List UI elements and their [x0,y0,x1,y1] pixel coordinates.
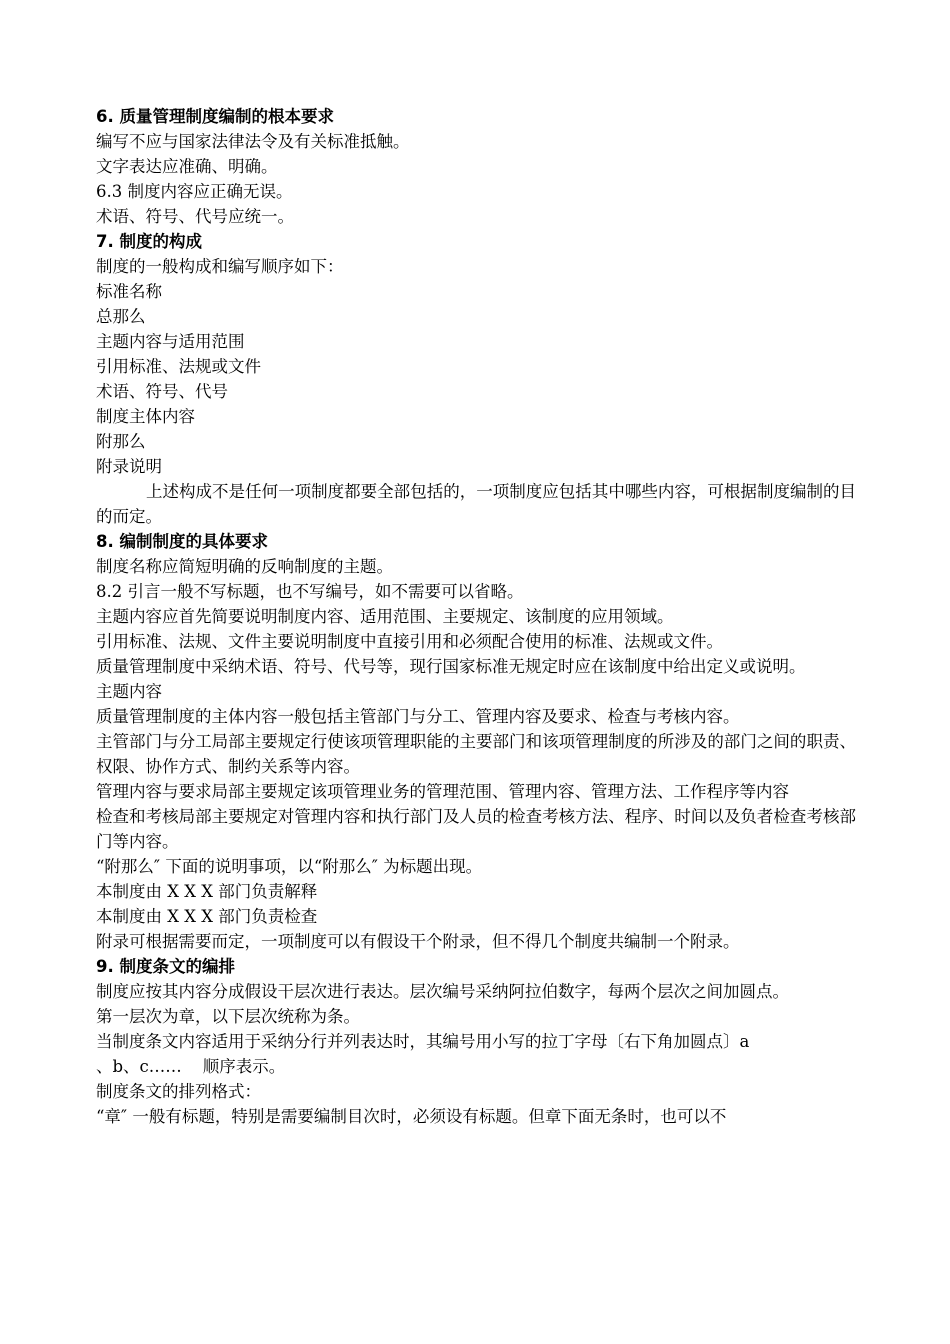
paragraph: 文字表达应准确、明确。 [96,157,278,176]
list-item: 总那么 [96,307,146,326]
paragraph: 本制度由 X X X 部门负责解释 [96,882,318,901]
paragraph: 引用标准、法规、文件主要说明制度中直接引用和必须配合使用的标准、法规或文件。 [96,632,723,651]
paragraph: 质量管理制度中采纳术语、符号、代号等，现行国家标准无规定时应在该制度中给出定义或说明。 [96,657,806,676]
paragraph: 术语、符号、代号应统一。 [96,207,294,226]
paragraph: 6.3 制度内容应正确无误。 [96,182,293,201]
paragraph: 编写不应与国家法律法令及有关标准抵触。 [96,132,410,151]
paragraph: 管理内容与要求局部主要规定该项管理业务的管理范围、管理内容、管理方法、工作程序等内容 [96,782,789,801]
paragraph: 制度应按其内容分成假设干层次进行表达。层次编号采纳阿拉伯数字，每两个层次之间加圆点。 [96,982,789,1001]
document-page [96,104,856,1129]
list-item: 附那么 [96,432,146,451]
indented-paragraph: 上述构成不是任何一项制度都要全部包括的，一项制度应包括其中哪些内容，可根据制度编制的目的而定。 [96,482,856,526]
paragraph: 制度的一般构成和编写顺序如下： [96,257,344,276]
section-heading: 7. 制度的构成 [96,232,202,251]
paragraph: 检查和考核局部主要规定对管理内容和执行部门及人员的检查考核方法、程序、时间以及负者检查考核部门等内容。 [96,807,856,851]
paragraph: 质量管理制度的主体内容一般包括主管部门与分工、管理内容及要求、检查与考核内容。 [96,707,740,726]
paragraph: 主管部门与分工局部主要规定行使该项管理职能的主要部门和该项管理制度的所涉及的部门之间的职责、权限、协作方式、制约关系等内容。 [96,732,856,776]
paragraph: “附那么″ 下面的说明事项，以“附那么″ 为标题出现。 [96,857,483,876]
list-item: 制度主体内容 [96,407,195,426]
paragraph: 本制度由 X X X 部门负责检查 [96,907,318,926]
paragraph: “章″ 一般有标题，特别是需要编制目次时，必须设有标题。但章下面无条时，也可以不 [96,1107,727,1126]
paragraph: 第一层次为章，以下层次统称为条。 [96,1007,360,1026]
list-item: 引用标准、法规或文件 [96,357,261,376]
list-item: 术语、符号、代号 [96,382,228,401]
section-heading: 9. 制度条文的编排 [96,957,235,976]
list-item: 标准名称 [96,282,162,301]
list-item: 附录说明 [96,457,162,476]
paragraph: 、b、c…… 顺序表示。 [96,1057,286,1076]
paragraph: 主题内容 [96,682,162,701]
paragraph: 当制度条文内容适用于采纳分行并列表达时，其编号用小写的拉丁字母〔右下角加圆点〕a [96,1032,750,1051]
paragraph: 附录可根据需要而定，一项制度可以有假设干个附录，但不得几个制度共编制一个附录。 [96,932,740,951]
list-item: 主题内容与适用范围 [96,332,245,351]
paragraph: 制度条文的排列格式： [96,1082,261,1101]
paragraph: 8.2 引言一般不写标题，也不写编号，如不需要可以省略。 [96,582,524,601]
section-heading: 6. 质量管理制度编制的根本要求 [96,107,334,126]
paragraph: 主题内容应首先简要说明制度内容、适用范围、主要规定、该制度的应用领域。 [96,607,674,626]
section-heading: 8. 编制制度的具体要求 [96,532,268,551]
paragraph: 制度名称应简短明确的反响制度的主题。 [96,557,393,576]
